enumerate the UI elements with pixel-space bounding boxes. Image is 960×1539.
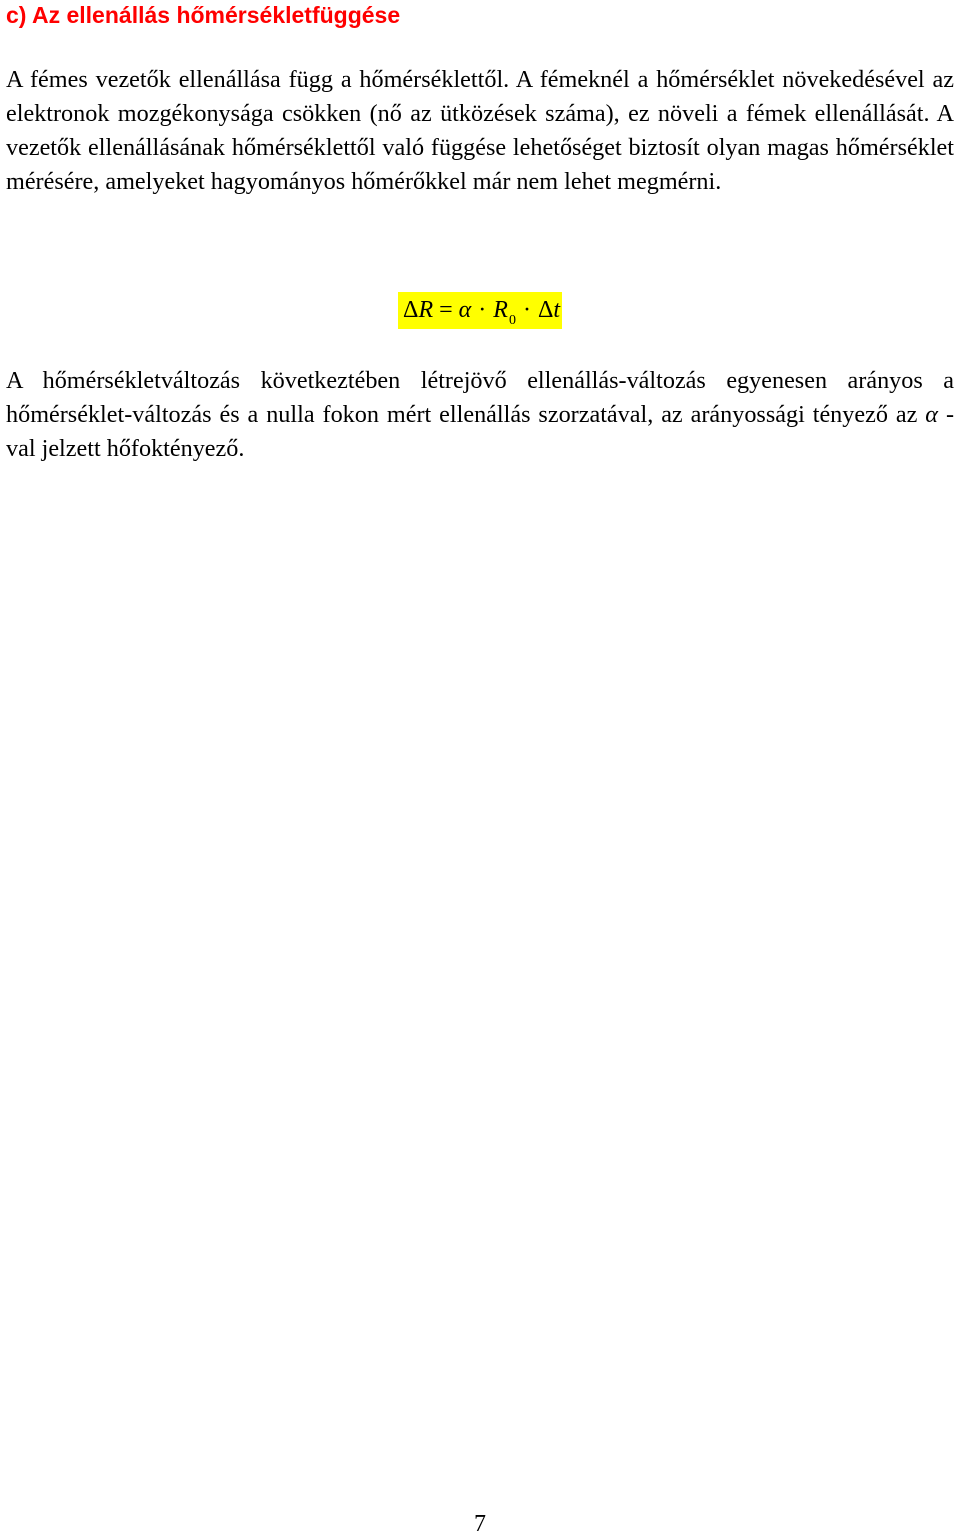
formula-r0-subscript: 0	[508, 313, 516, 328]
paragraph-explanation	[6, 364, 954, 466]
alpha-symbol: α	[925, 401, 938, 428]
formula-delta-1: Δ	[403, 297, 419, 323]
formula-highlight	[398, 292, 562, 329]
paragraph-explanation-text-1: A hőmérsékletváltozás következtében létrejövő ellenállás-változás egyenesen arányos a hőmérséklet-változás és a nulla fokon mért ellenállás szorzatával, az arányossági tényező az	[6, 367, 954, 428]
paragraph-explanation-text-2: -val jelzett hőfoktényező.	[6, 401, 954, 462]
formula-dot-1: ·	[478, 297, 487, 323]
formula-delta-2: Δ	[537, 297, 554, 323]
formula-equals: =	[439, 297, 453, 323]
formula-r: R	[418, 297, 434, 323]
formula-r0-base: R	[493, 297, 508, 323]
section-heading: c) Az ellenállás hőmérsékletfüggése	[6, 2, 401, 28]
formula-dot-2: ·	[522, 297, 531, 323]
formula-alpha: α	[458, 297, 472, 323]
formula-t: t	[553, 297, 561, 323]
page-number: 7	[474, 1511, 486, 1537]
paragraph-intro: A fémes vezetők ellenállása függ a hőmérséklettől. A fémeknél a hőmérséklet növekedésével az elektronok mozgékonysága csökken (nő az ütközések száma), ez növeli a fémek ellenállását. A vezetők ellenállásának hőmérséklettől való függése lehetőséget biztosít olyan magas hőmérséklet mérésére, amelyeket hagyományos hőmérőkkel már nem lehet megmérni.	[6, 66, 954, 195]
